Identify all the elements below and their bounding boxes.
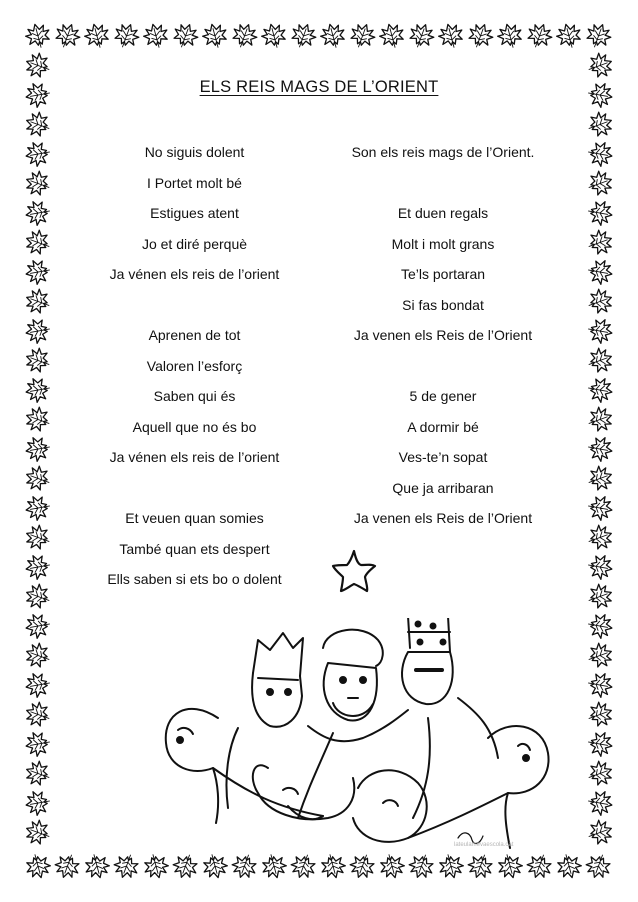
maple-leaf-icon [23, 758, 54, 789]
maple-leaf-icon [229, 21, 260, 52]
maple-leaf-icon [111, 851, 142, 882]
leaf-column-right [585, 50, 616, 848]
maple-leaf-icon [586, 671, 614, 699]
maple-leaf-icon [23, 581, 54, 612]
maple-leaf-icon [377, 21, 406, 50]
maple-leaf-icon [24, 612, 52, 640]
maple-leaf-icon [406, 21, 437, 52]
poem-line: Ja vénen els reis de l’orient [109, 266, 280, 282]
maple-leaf-icon [24, 317, 52, 345]
leaf-row-top [23, 21, 614, 52]
maple-leaf-icon [288, 21, 319, 52]
maple-leaf-icon [586, 140, 614, 168]
maple-leaf-icon [585, 168, 616, 199]
poem-line: Et duen regals [397, 205, 489, 221]
maple-leaf-icon [23, 404, 54, 435]
maple-leaf-icon [585, 463, 616, 494]
maple-leaf-icon [24, 789, 52, 817]
maple-leaf-icon [259, 21, 288, 50]
maple-leaf-icon [24, 671, 52, 699]
poem-line: Si fas bondat [402, 296, 484, 313]
maple-leaf-icon [586, 317, 614, 345]
maple-leaf-icon [23, 640, 54, 671]
maple-leaf-icon [465, 21, 496, 52]
maple-leaf-icon [586, 612, 614, 640]
leaf-column-left [23, 50, 54, 848]
maple-leaf-icon [23, 50, 54, 81]
maple-leaf-icon [24, 140, 52, 168]
maple-leaf-icon [554, 851, 583, 880]
maple-leaf-icon [23, 699, 54, 730]
maple-leaf-icon [585, 581, 616, 612]
poem-line: Ja venen els Reis de l’Orient [353, 327, 533, 343]
maple-leaf-icon [585, 758, 616, 789]
maple-leaf-icon [585, 817, 616, 848]
maple-leaf-icon [583, 21, 614, 52]
poem-line: Et veuen quan somies [125, 510, 264, 526]
watermark: lateulamevaescola.cat [454, 842, 514, 848]
maple-leaf-icon [23, 109, 54, 140]
maple-leaf-icon [585, 286, 616, 317]
poem-line: Ja vénen els reis de l’orient [109, 449, 280, 465]
maple-leaf-icon [585, 404, 616, 435]
maple-leaf-icon [23, 851, 52, 880]
poem-line: Ja venen els Reis de l’Orient [353, 510, 533, 526]
maple-leaf-icon [586, 553, 614, 581]
poem-line: No siguis dolent [144, 144, 245, 160]
poem-line: Aquell que no és bo [132, 418, 257, 435]
maple-leaf-icon [586, 789, 614, 817]
poem-line: Son els reis mags de l’Orient. [351, 144, 535, 160]
poem-line: A dormir bé [407, 418, 479, 435]
poem-line: Saben qui és [153, 388, 236, 404]
maple-leaf-icon [347, 21, 378, 52]
poem-line: Que ja arribaran [392, 479, 494, 496]
maple-leaf-icon [586, 435, 614, 463]
maple-leaf-icon [585, 227, 616, 258]
maple-leaf-icon [24, 435, 52, 463]
poem-line: Estigues atent [150, 205, 239, 221]
maple-leaf-icon [24, 258, 52, 286]
maple-leaf-icon [200, 21, 229, 50]
maple-leaf-icon [24, 494, 52, 522]
maple-leaf-icon [586, 258, 614, 286]
poem-line: També quan ets despert [119, 540, 270, 557]
maple-leaf-icon [141, 21, 170, 50]
poem-line: I Portet molt bé [147, 174, 242, 191]
maple-leaf-icon [585, 109, 616, 140]
maple-leaf-icon [586, 376, 614, 404]
three-kings-camels-drawing [158, 618, 552, 863]
maple-leaf-icon [585, 699, 616, 730]
maple-leaf-icon [585, 50, 616, 81]
maple-leaf-icon [82, 21, 111, 50]
maple-leaf-icon [554, 21, 583, 50]
poem-line: Aprenen de tot [148, 327, 241, 343]
maple-leaf-icon [436, 21, 465, 50]
maple-leaf-icon [585, 522, 616, 553]
maple-leaf-icon [24, 730, 52, 758]
maple-leaf-icon [23, 168, 54, 199]
maple-leaf-icon [586, 730, 614, 758]
maple-leaf-icon [318, 21, 347, 50]
maple-leaf-icon [24, 376, 52, 404]
maple-leaf-icon [24, 553, 52, 581]
star-outline-icon [330, 548, 378, 594]
maple-leaf-icon [585, 345, 616, 376]
maple-leaf-icon [23, 463, 54, 494]
maple-leaf-icon [23, 286, 54, 317]
maple-leaf-icon [52, 21, 83, 52]
poem-line: Te’ls portaran [400, 266, 486, 282]
maple-leaf-icon [586, 494, 614, 522]
maple-leaf-icon [23, 227, 54, 258]
maple-leaf-icon [586, 199, 614, 227]
maple-leaf-icon [82, 851, 111, 880]
maple-leaf-icon [524, 21, 555, 52]
poem-line: 5 de gener [409, 388, 477, 404]
poem-line: Ells saben si ets bo o dolent [107, 571, 282, 587]
maple-leaf-icon [52, 851, 83, 882]
poem-line: Ves-te’n sopat [398, 449, 488, 465]
poem-line: Jo et diré perquè [141, 235, 248, 252]
maple-leaf-icon [585, 640, 616, 671]
maple-leaf-icon [23, 522, 54, 553]
maple-leaf-icon [111, 21, 142, 52]
page-title: ELS REIS MAGS DE L’ORIENT [199, 78, 439, 96]
maple-leaf-icon [583, 851, 614, 882]
maple-leaf-icon [23, 817, 54, 848]
maple-leaf-icon [23, 345, 54, 376]
maple-leaf-icon [24, 199, 52, 227]
poem-line: Molt i molt grans [391, 235, 495, 252]
maple-leaf-icon [170, 21, 201, 52]
maple-leaf-icon [23, 21, 52, 50]
poem-line: Valoren l’esforç [146, 357, 243, 374]
maple-leaf-icon [495, 21, 524, 50]
